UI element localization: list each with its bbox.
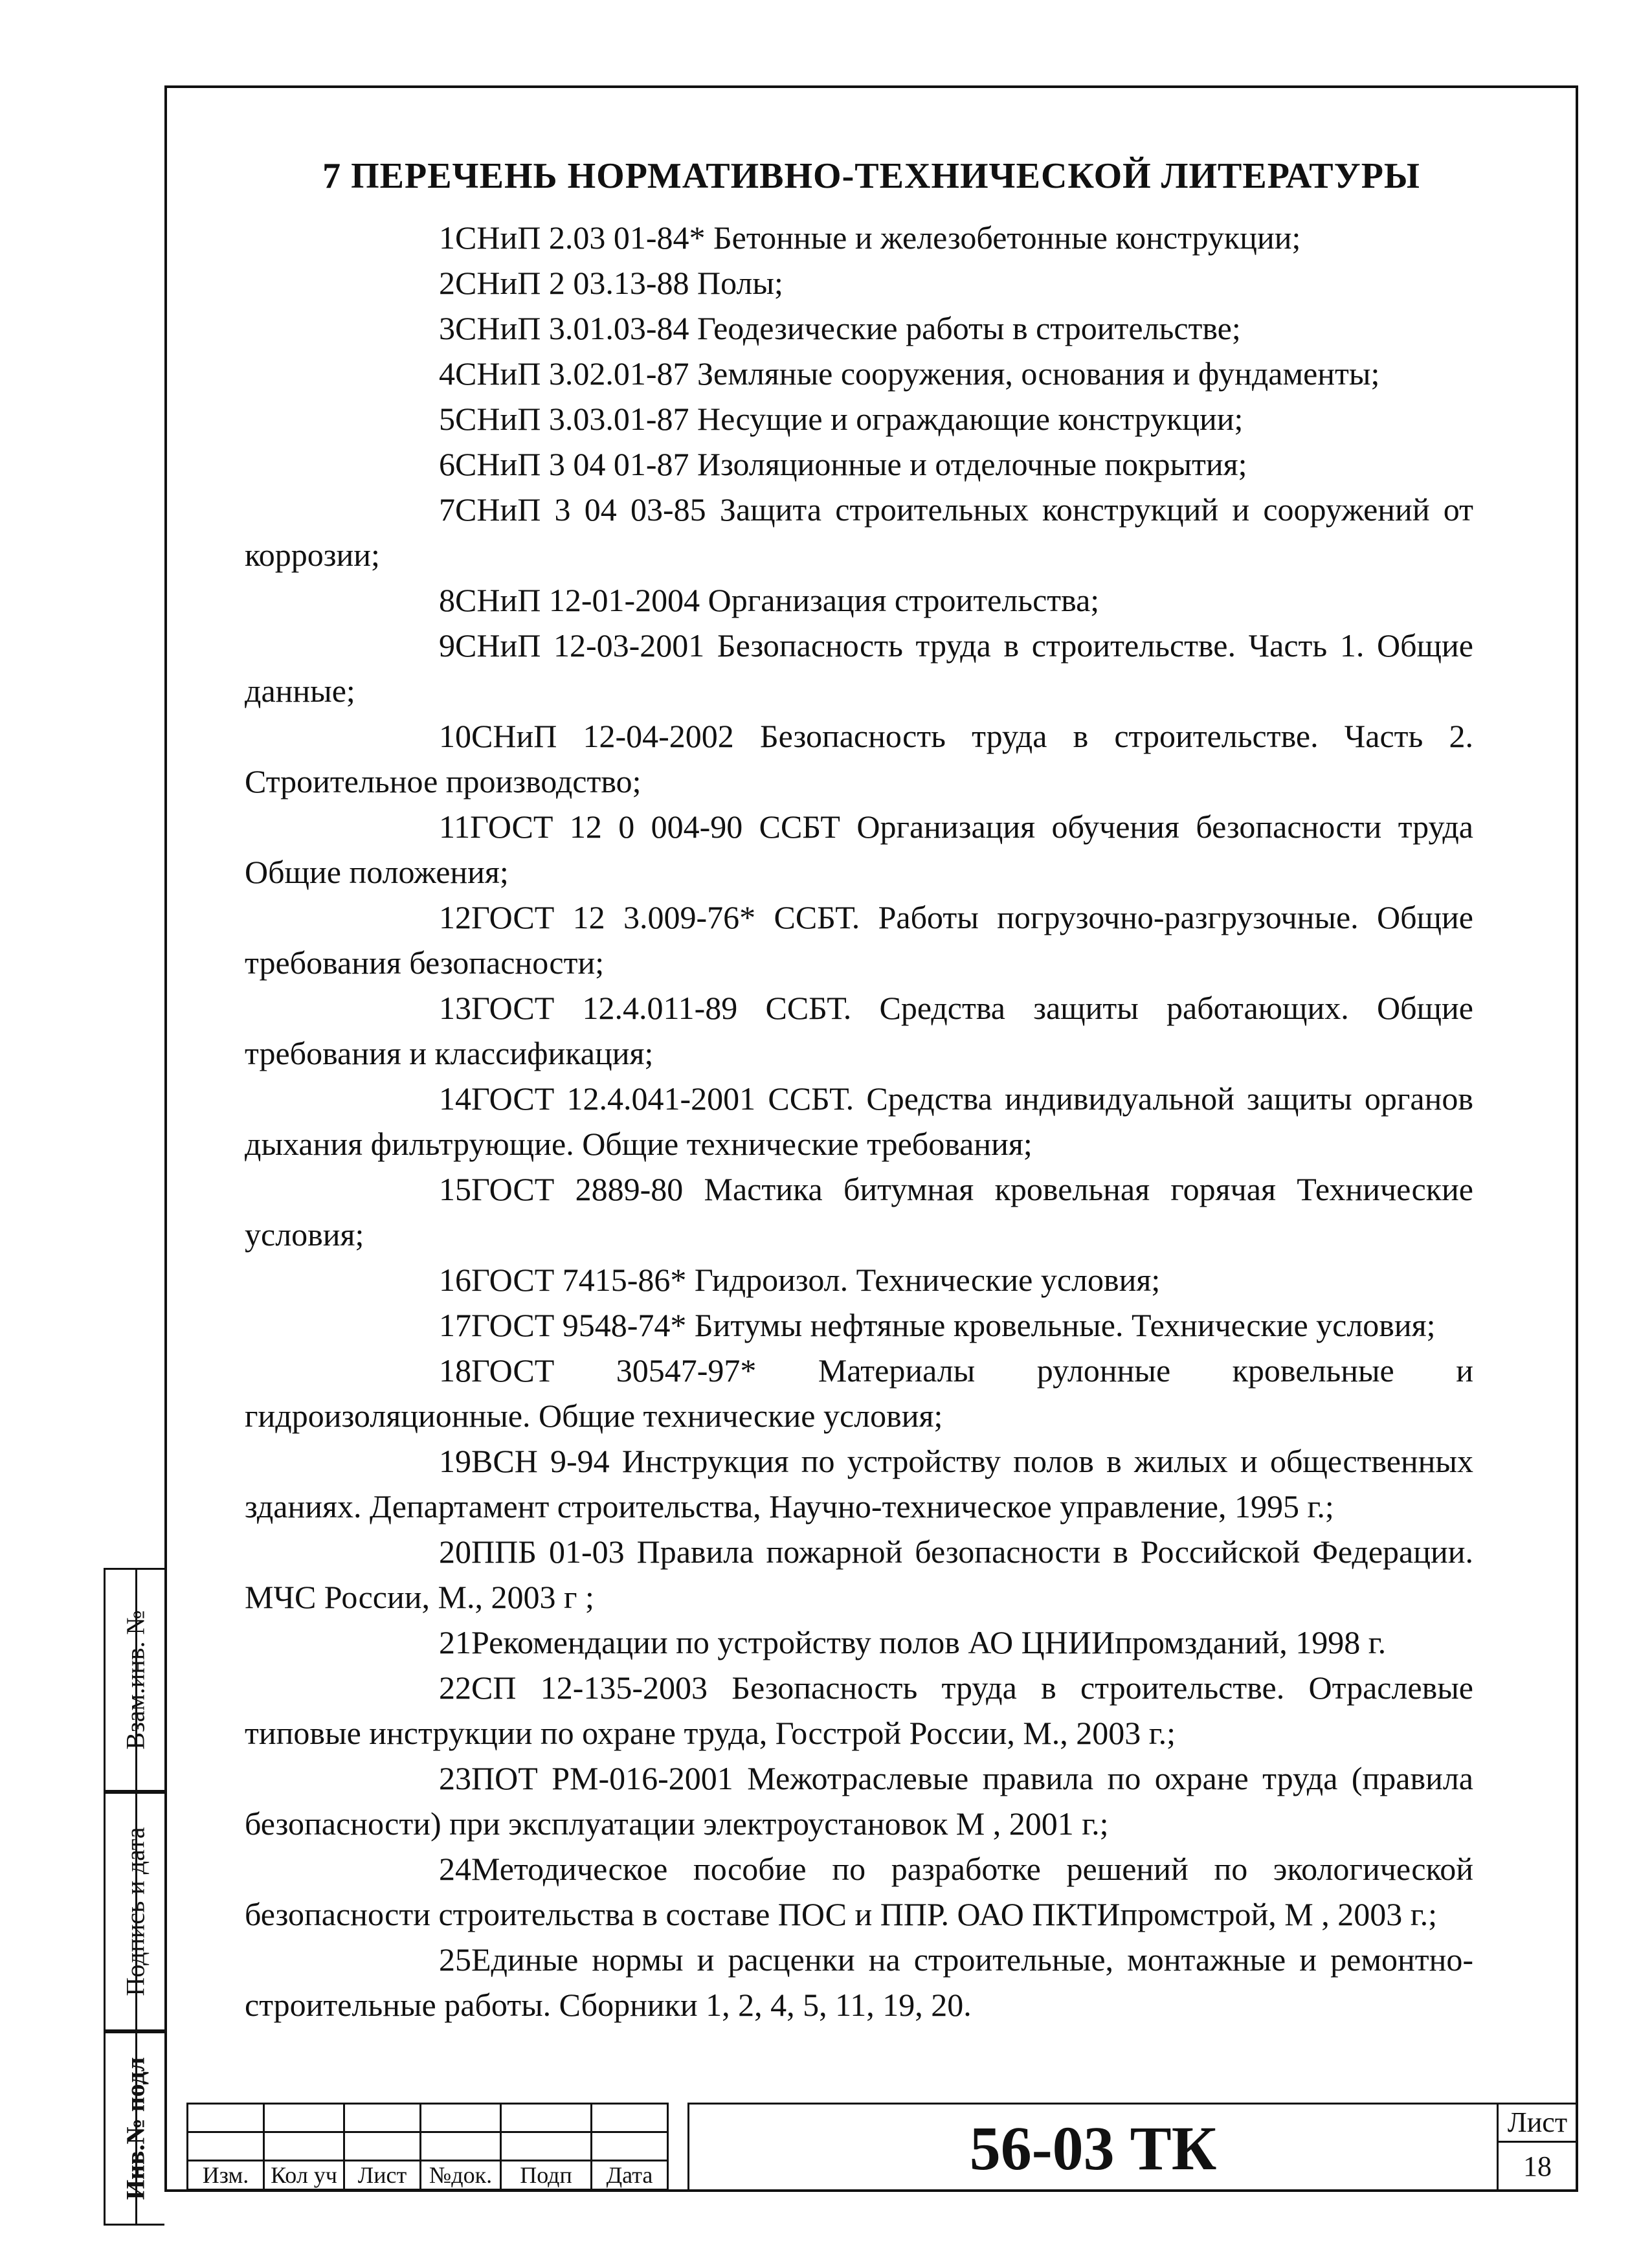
title-block-column-label: Изм. <box>188 2161 264 2190</box>
reference-number: 23 <box>439 1760 471 1796</box>
reference-item <box>245 215 1473 260</box>
reference-number: 21 <box>439 1624 471 1660</box>
reference-item <box>245 306 1473 351</box>
stamp-podpis-data <box>104 1792 164 2031</box>
reference-text: ГОСТ 12 0 004-90 ССБТ Организация обучения безопасности труда Общие положения; <box>245 809 1473 890</box>
reference-number: 1 <box>439 219 455 256</box>
reference-text: СНиП 12-01-2004 Организация строительства; <box>455 582 1100 618</box>
reference-item <box>245 260 1473 306</box>
reference-item <box>245 351 1473 396</box>
reference-text: ППБ 01-03 Правила пожарной безопасности в Российской Федерации. МЧС России, М., 2003 г ; <box>245 1534 1473 1615</box>
reference-number: 16 <box>439 1262 471 1298</box>
title-block-column-label: №док. <box>421 2161 501 2190</box>
reference-text: СНиП 12-04-2002 Безопасность труда в строительстве. Часть 2. Строительное производство; <box>245 718 1473 799</box>
title-block-column-label: Кол уч <box>264 2161 344 2190</box>
reference-text: ПОТ РМ-016-2001 Межотраслевые правила по охране труда (правила безопасности) при эксплуатации электроустановок М , 2001 г.; <box>245 1760 1473 1842</box>
reference-text: Единые нормы и расценки на строительные, монтажные и ремонтно-строительные работы. Сборники 1, 2, 4, 5, 11, 19, 20. <box>245 1941 1473 2023</box>
reference-item <box>245 1529 1473 1620</box>
reference-text: ГОСТ 12 3.009-76* ССБТ. Работы погрузочно-разгрузочные. Общие требования безопасности; <box>245 899 1473 981</box>
reference-text: СНиП 3.02.01-87 Земляные сооружения, основания и фундаменты; <box>455 355 1380 392</box>
reference-number: 6 <box>439 446 455 482</box>
reference-number: 17 <box>439 1307 471 1343</box>
reference-text: ГОСТ 7415-86* Гидроизол. Технические условия; <box>471 1262 1161 1298</box>
reference-number: 25 <box>439 1941 471 1978</box>
reference-text: СНиП 3.01.03-84 Геодезические работы в строительстве; <box>455 310 1241 346</box>
sheet-box <box>1497 2103 1578 2192</box>
reference-text: СНиП 3 04 03-85 Защита строительных конструкций и сооружений от коррозии; <box>245 491 1473 573</box>
title-block-column-label: Лист <box>344 2161 421 2190</box>
reference-item <box>245 1846 1473 1937</box>
stamp-inv-label: Инв.№ подл <box>120 2057 150 2200</box>
reference-item <box>245 487 1473 577</box>
document-code: 56-03 ТК <box>687 2103 1497 2192</box>
reference-text: СП 12-135-2003 Безопасность труда в строительстве. Отраслевые типовые инструкции по охране труда, Госстрой России, М., 2003 г.; <box>245 1670 1473 1751</box>
reference-text: СНиП 2 03.13-88 Полы; <box>455 265 783 301</box>
reference-number: 14 <box>439 1080 471 1117</box>
reference-number: 24 <box>439 1851 471 1887</box>
stamp-vzam-inv-label: Взам.инв. № <box>120 1610 150 1750</box>
reference-item <box>245 1756 1473 1846</box>
stamp-podpis-label: Подпись и дата <box>120 1827 150 1996</box>
reference-item <box>245 1076 1473 1167</box>
reference-item <box>245 1257 1473 1302</box>
reference-number: 10 <box>439 718 471 754</box>
reference-item <box>245 396 1473 441</box>
reference-text: ГОСТ 30547-97* Материалы рулонные кровельные и гидроизоляционные. Общие технические условия; <box>245 1352 1473 1434</box>
reference-number: 7 <box>439 491 455 528</box>
reference-list <box>245 215 1473 2027</box>
reference-text: СНиП 2.03 01-84* Бетонные и железобетонные конструкции; <box>455 219 1301 256</box>
reference-number: 8 <box>439 582 455 618</box>
reference-number: 22 <box>439 1670 471 1706</box>
reference-item <box>245 1167 1473 1257</box>
reference-number: 3 <box>439 310 455 346</box>
title-block-columns <box>188 2161 668 2190</box>
sheet-label: Лист <box>1499 2105 1576 2143</box>
reference-number: 19 <box>439 1443 471 1479</box>
reference-text: Рекомендации по устройству полов АО ЦНИИпромзданий, 1998 г. <box>471 1624 1387 1660</box>
reference-item <box>245 713 1473 804</box>
reference-number: 11 <box>439 809 471 845</box>
stamp-vzam-inv <box>104 1568 164 1792</box>
reference-number: 12 <box>439 899 471 935</box>
reference-number: 9 <box>439 627 455 664</box>
reference-number: 20 <box>439 1534 471 1570</box>
reference-text: ГОСТ 2889-80 Мастика битумная кровельная горячая Технические условия; <box>245 1171 1473 1253</box>
reference-item <box>245 1348 1473 1438</box>
reference-item <box>245 441 1473 487</box>
reference-item <box>245 1665 1473 1756</box>
reference-item <box>245 623 1473 713</box>
reference-text: Методическое пособие по разработке решений по экологической безопасности строительства в составе ПОС и ППР. ОАО ПКТИпромстрой, М , 2003 г.; <box>245 1851 1473 1932</box>
reference-number: 4 <box>439 355 455 392</box>
reference-number: 15 <box>439 1171 471 1207</box>
reference-item <box>245 895 1473 985</box>
reference-number: 13 <box>439 990 471 1026</box>
reference-item <box>245 1937 1473 2027</box>
reference-text: ГОСТ 12.4.011-89 ССБТ. Средства защиты работающих. Общие требования и классификация; <box>245 990 1473 1071</box>
section-title: 7 ПЕРЕЧЕНЬ НОРМАТИВНО-ТЕХНИЧЕСКОЙ ЛИТЕРАТУРЫ <box>322 156 1420 196</box>
reference-item <box>245 1620 1473 1665</box>
reference-text: ГОСТ 12.4.041-2001 ССБТ. Средства индивидуальной защиты органов дыхания фильтрующие. Общие технические требования; <box>245 1080 1473 1162</box>
reference-item <box>245 577 1473 623</box>
reference-number: 2 <box>439 265 455 301</box>
reference-text: ВСН 9-94 Инструкция по устройству полов в жилых и общественных зданиях. Департамент строительства, Научно-техническое управление, 1995 г.; <box>245 1443 1473 1524</box>
title-block-column-label: Подп <box>501 2161 592 2190</box>
reference-text: ГОСТ 9548-74* Битумы нефтяные кровельные. Технические условия; <box>471 1307 1436 1343</box>
reference-number: 5 <box>439 401 455 437</box>
sheet-number: 18 <box>1523 2150 1552 2182</box>
reference-text: СНиП 12-03-2001 Безопасность труда в строительстве. Часть 1. Общие данные; <box>245 627 1473 709</box>
stamp-inv-podl <box>104 2031 164 2226</box>
reference-item <box>245 1438 1473 1529</box>
title-block-column-label: Дата <box>592 2161 668 2190</box>
reference-item <box>245 985 1473 1076</box>
reference-item <box>245 804 1473 895</box>
reference-text: СНиП 3.03.01-87 Несущие и ограждающие конструкции; <box>455 401 1244 437</box>
reference-text: СНиП 3 04 01-87 Изоляционные и отделочные покрытия; <box>455 446 1247 482</box>
reference-number: 18 <box>439 1352 471 1389</box>
reference-item <box>245 1302 1473 1348</box>
